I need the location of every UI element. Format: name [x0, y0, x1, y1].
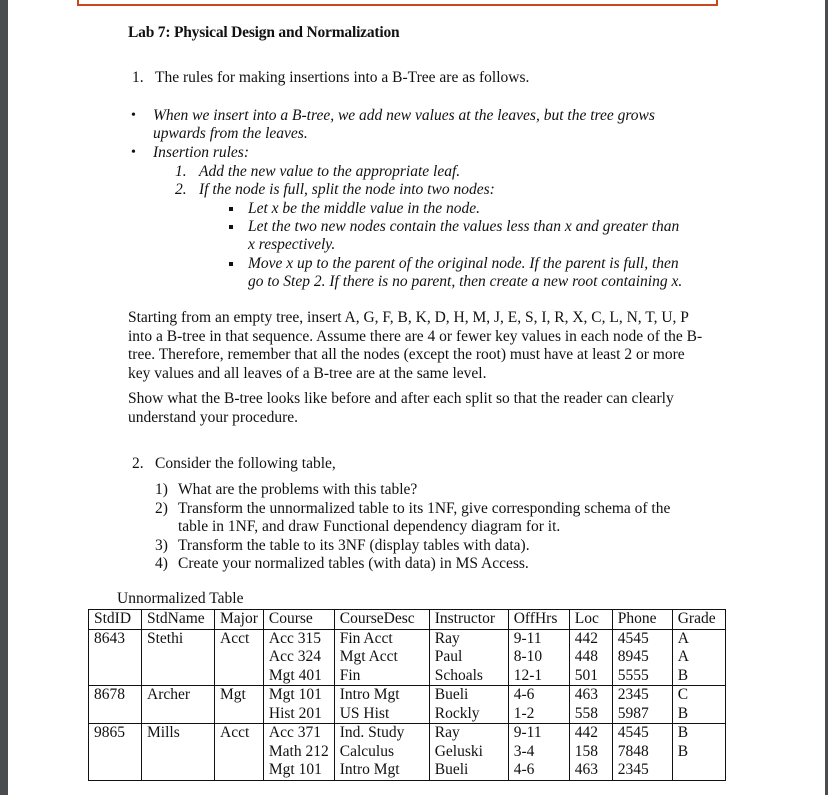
q1-intro: The rules for making insertions into a B-Tree are as follows. — [155, 69, 530, 86]
unnormalized-table — [88, 609, 726, 781]
cell: 7848 — [612, 743, 672, 762]
table-row — [89, 761, 726, 780]
rule-2-text: If the node is full, split the node into two nodes: — [199, 181, 495, 198]
rule-1-text: Add the new value to the appropriate leaf. — [199, 163, 461, 180]
rule-1-number: 1. — [175, 163, 187, 180]
cell — [89, 667, 142, 686]
cell: Archer — [142, 686, 215, 705]
cell: Paul — [429, 648, 508, 667]
q2-item-3: Transform the table to its 3NF (display tables with data). — [178, 537, 530, 554]
bullet-icon: • — [131, 145, 136, 160]
cell: Mgt 401 — [263, 667, 334, 686]
cell: 5987 — [612, 705, 672, 724]
cell: 5555 — [612, 667, 672, 686]
cell: 4-6 — [508, 761, 569, 780]
table-row — [89, 686, 726, 705]
cell: 442 — [569, 629, 612, 648]
cell — [89, 743, 142, 762]
q2-item-1-number: 1) — [155, 481, 168, 498]
q1-bullet-1-line2: upwards from the leaves. — [153, 125, 308, 142]
rule-2-number: 2. — [175, 181, 187, 198]
cell: Bueli — [429, 686, 508, 705]
cell — [215, 648, 264, 667]
cell: 3-4 — [508, 743, 569, 762]
cell — [142, 648, 215, 667]
cell: Acct — [215, 629, 264, 648]
q2-number: 2. — [132, 455, 144, 472]
cell: 4545 — [612, 724, 672, 743]
cell: Ind. Study — [334, 724, 429, 743]
cell: 463 — [569, 761, 612, 780]
cell: Acc 371 — [263, 724, 334, 743]
q2-item-1: What are the problems with this table? — [178, 481, 418, 498]
cell: Mgt Acct — [334, 648, 429, 667]
col-header: OffHrs — [508, 610, 569, 630]
cell: Schoals — [429, 667, 508, 686]
table-row — [89, 743, 726, 762]
cell: C — [672, 686, 725, 705]
table-row — [89, 629, 726, 648]
q2-item-2-line1: Transform the unnormalized table to its 1NF, give corresponding schema of the — [178, 500, 671, 517]
cell — [89, 761, 142, 780]
q1-task-instructions: Show what the B-tree looks like before and after each split so that the reader can clearly understand your procedure. — [128, 390, 674, 426]
cell: 501 — [569, 667, 612, 686]
square-bullet-icon — [229, 207, 233, 211]
cell — [142, 743, 215, 762]
cell: Hist 201 — [263, 705, 334, 724]
cell — [89, 648, 142, 667]
col-header: Major — [215, 610, 264, 630]
col-header: StdName — [142, 610, 215, 630]
q1-task-paragraph: Starting from an empty tree, insert A, G, F, B, K, D, H, M, J, E, S, I, R, X, C, L, N, T, U, P into a B-tree in that sequence. Assume there are 4 or fewer key values in each node of the B-tree. Therefore, remember that all the nodes (except the root) must have at least 2 or more key values and all leaves of a B-tree are at the same level. — [128, 309, 703, 382]
col-header: Phone — [612, 610, 672, 630]
cell: Mills — [142, 724, 215, 743]
cell: 12-1 — [508, 667, 569, 686]
cell: 448 — [569, 648, 612, 667]
cell: Acct — [215, 724, 264, 743]
cell: B — [672, 705, 725, 724]
q1-number: 1. — [132, 69, 144, 86]
cell: Math 212 — [263, 743, 334, 762]
table-caption: Unnormalized Table — [117, 590, 244, 607]
cell: 8678 — [89, 686, 142, 705]
cell: Mgt 101 — [263, 686, 334, 705]
cell: B — [672, 667, 725, 686]
cell: 4-6 — [508, 686, 569, 705]
cell: 9865 — [89, 724, 142, 743]
cell: 2345 — [612, 686, 672, 705]
cell: Fin — [334, 667, 429, 686]
table-header-row — [89, 610, 726, 630]
cell — [215, 667, 264, 686]
col-header: Loc — [569, 610, 612, 630]
cell: 8945 — [612, 648, 672, 667]
table-row — [89, 648, 726, 667]
cell: Ray — [429, 724, 508, 743]
cell: 463 — [569, 686, 612, 705]
cell: Intro Mgt — [334, 686, 429, 705]
cell: 8-10 — [508, 648, 569, 667]
cell: Rockly — [429, 705, 508, 724]
cell: Acc 315 — [263, 629, 334, 648]
sub-rule-3-line1: Move x up to the parent of the original node. If the parent is full, then — [248, 255, 679, 272]
sub-rule-3-line2: go to Step 2. If there is no parent, then create a new root containing x. — [248, 273, 683, 290]
q2-item-4-number: 4) — [155, 555, 168, 572]
cell — [215, 743, 264, 762]
cell: Calculus — [334, 743, 429, 762]
cell: Acc 324 — [263, 648, 334, 667]
cell: 4545 — [612, 629, 672, 648]
col-header: Grade — [672, 610, 725, 630]
cell: Mgt — [215, 686, 264, 705]
col-header: CourseDesc — [334, 610, 429, 630]
sub-rule-2-line1: Let the two new nodes contain the values less than x and greater than — [248, 218, 680, 235]
cell — [142, 705, 215, 724]
cell: 2345 — [612, 761, 672, 780]
cell: US Hist — [334, 705, 429, 724]
cell: 9-11 — [508, 629, 569, 648]
sub-rule-2-line2: x respectively. — [248, 236, 336, 253]
cell — [215, 705, 264, 724]
cell: 1-2 — [508, 705, 569, 724]
q1-bullet-2: Insertion rules: — [153, 144, 250, 161]
cell: B — [672, 743, 725, 762]
col-header: Course — [263, 610, 334, 630]
q2-item-2-number: 2) — [155, 500, 168, 517]
cell: Stethi — [142, 629, 215, 648]
table-row — [89, 705, 726, 724]
cell: Geluski — [429, 743, 508, 762]
q2-intro: Consider the following table, — [155, 455, 336, 472]
cell: 8643 — [89, 629, 142, 648]
cell — [89, 705, 142, 724]
cell: 9-11 — [508, 724, 569, 743]
cell: A — [672, 629, 725, 648]
sub-rule-1: Let x be the middle value in the node. — [248, 200, 481, 217]
col-header: StdID — [89, 610, 142, 630]
q1-bullet-1-line1: When we insert into a B-tree, we add new values at the leaves, but the tree grows — [153, 107, 655, 124]
cell — [215, 761, 264, 780]
cell — [142, 667, 215, 686]
cell — [672, 761, 725, 780]
cell: Mgt 101 — [263, 761, 334, 780]
q2-item-2-line2: table in 1NF, and draw Functional dependency diagram for it. — [178, 518, 561, 535]
cell: Fin Acct — [334, 629, 429, 648]
cell: Intro Mgt — [334, 761, 429, 780]
cell: A — [672, 648, 725, 667]
cell: Bueli — [429, 761, 508, 780]
square-bullet-icon — [229, 262, 233, 266]
square-bullet-icon — [229, 225, 233, 229]
cell: 558 — [569, 705, 612, 724]
bullet-icon: • — [131, 108, 136, 123]
cell: 442 — [569, 724, 612, 743]
table-row — [89, 667, 726, 686]
page-title: Lab 7: Physical Design and Normalization — [128, 24, 400, 41]
q2-item-4: Create your normalized tables (with data) in MS Access. — [178, 555, 529, 572]
q2-item-3-number: 3) — [155, 537, 168, 554]
table-row — [89, 724, 726, 743]
cell: Ray — [429, 629, 508, 648]
col-header: Instructor — [429, 610, 508, 630]
cell — [142, 761, 215, 780]
cell: B — [672, 724, 725, 743]
cell: 158 — [569, 743, 612, 762]
